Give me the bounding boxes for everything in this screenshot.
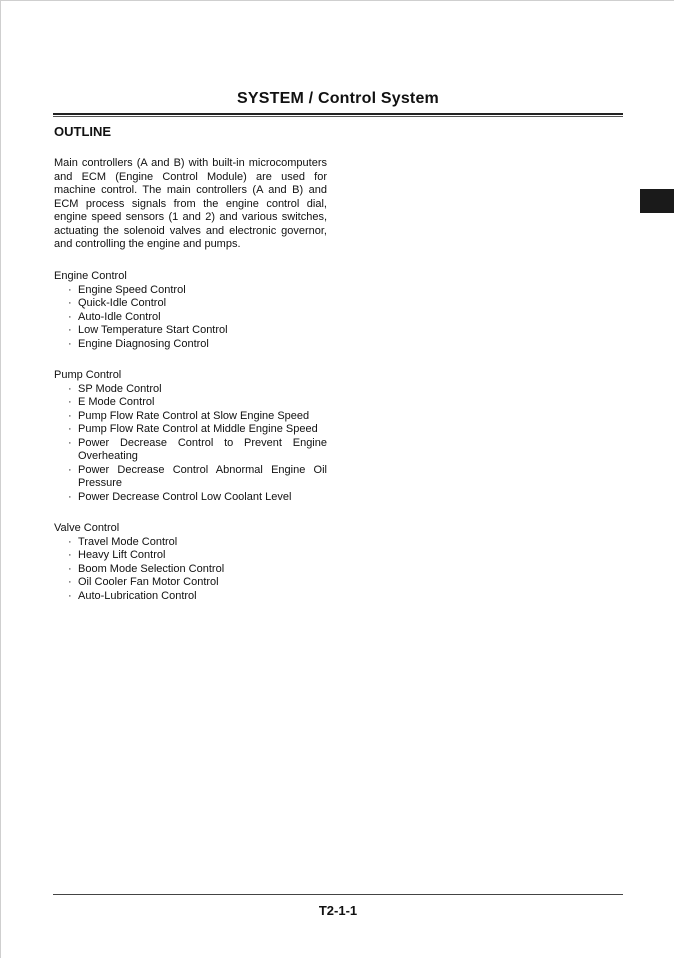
- list-item: [54, 410, 327, 424]
- bullet: ·: [68, 337, 72, 350]
- group-valve-control: [54, 522, 327, 603]
- list-item: [54, 396, 327, 410]
- section-heading: OUTLINE: [54, 124, 112, 139]
- list-item-text: Boom Mode Selection Control: [78, 562, 225, 575]
- page-number: T2-1-1: [318, 903, 358, 918]
- bullet: ·: [68, 589, 72, 602]
- bullet: ·: [68, 436, 72, 449]
- bullet: ·: [68, 423, 72, 435]
- list-item: [54, 324, 327, 338]
- group-pump-control: [54, 369, 327, 504]
- footer-rule: [53, 894, 623, 895]
- bullet: ·: [68, 535, 72, 548]
- list-item-text: SP Mode Control: [78, 382, 162, 395]
- bullet: ·: [68, 562, 72, 575]
- bullet: ·: [68, 297, 72, 309]
- section-tab-marker: [640, 189, 674, 213]
- list-item: [54, 284, 327, 298]
- bullet: ·: [68, 283, 72, 296]
- list-item: [54, 338, 327, 352]
- bullet: ·: [68, 463, 72, 476]
- group-title: Valve Control: [54, 522, 120, 534]
- list-item: [54, 423, 327, 437]
- bullet: ·: [68, 490, 72, 503]
- bullet: ·: [68, 396, 72, 408]
- header-rule-thin: [53, 116, 623, 117]
- bullet: ·: [68, 576, 72, 588]
- list-item: [54, 311, 327, 325]
- group-title: Engine Control: [54, 270, 127, 282]
- list-item: [54, 563, 327, 577]
- list-item-text: Auto-Lubrication Control: [78, 589, 197, 602]
- list-item: [54, 536, 327, 550]
- page-title: SYSTEM / Control System: [237, 90, 439, 107]
- list-item: [54, 297, 327, 311]
- list-item-text: Travel Mode Control: [78, 535, 178, 548]
- list-item: [54, 549, 327, 563]
- list-item-text: Power Decrease Control Low Coolant Level: [78, 490, 292, 503]
- list-item: [54, 383, 327, 397]
- list-item: [54, 464, 327, 491]
- item-list: [54, 383, 327, 505]
- item-list: [54, 284, 327, 352]
- bullet: ·: [68, 324, 72, 336]
- intro-paragraph: Main controllers (A and B) with built-in microcomputers and ECM (Engine Control Module) are used for machine control. The main controllers (A and B) and ECM process signals from the engine control dial, engine speed sensors (1 and 2) and various switches, actuating the solenoid valves and electronic governor, and controlling the engine and pumps.: [54, 157, 327, 250]
- header-rule-thick: [53, 113, 623, 115]
- list-item-text: Power Decrease Control Abnormal Engine Oil Pressure: [78, 463, 327, 489]
- list-item: [54, 437, 327, 464]
- list-item: [54, 590, 327, 604]
- bullet: ·: [68, 409, 72, 422]
- list-item-text: Low Temperature Start Control: [78, 324, 228, 336]
- list-item-text: Power Decrease Control to Prevent Engine Overheating: [78, 436, 327, 462]
- list-item-text: Heavy Lift Control: [78, 549, 166, 561]
- bullet: ·: [68, 382, 72, 395]
- group-title: Pump Control: [54, 369, 122, 381]
- list-item-text: Quick-Idle Control: [78, 297, 167, 309]
- bullet: ·: [68, 549, 72, 561]
- list-item-text: Oil Cooler Fan Motor Control: [78, 576, 219, 588]
- item-list: [54, 536, 327, 604]
- group-engine-control: [54, 270, 327, 351]
- list-item-text: Auto-Idle Control: [78, 310, 161, 323]
- list-item-text: Pump Flow Rate Control at Slow Engine Speed: [78, 409, 310, 422]
- list-item: [54, 491, 327, 505]
- list-item-text: Engine Diagnosing Control: [78, 337, 209, 350]
- bullet: ·: [68, 310, 72, 323]
- list-item: [54, 576, 327, 590]
- list-item-text: Engine Speed Control: [78, 283, 186, 296]
- list-item-text: E Mode Control: [78, 396, 155, 408]
- list-item-text: Pump Flow Rate Control at Middle Engine Speed: [78, 423, 318, 435]
